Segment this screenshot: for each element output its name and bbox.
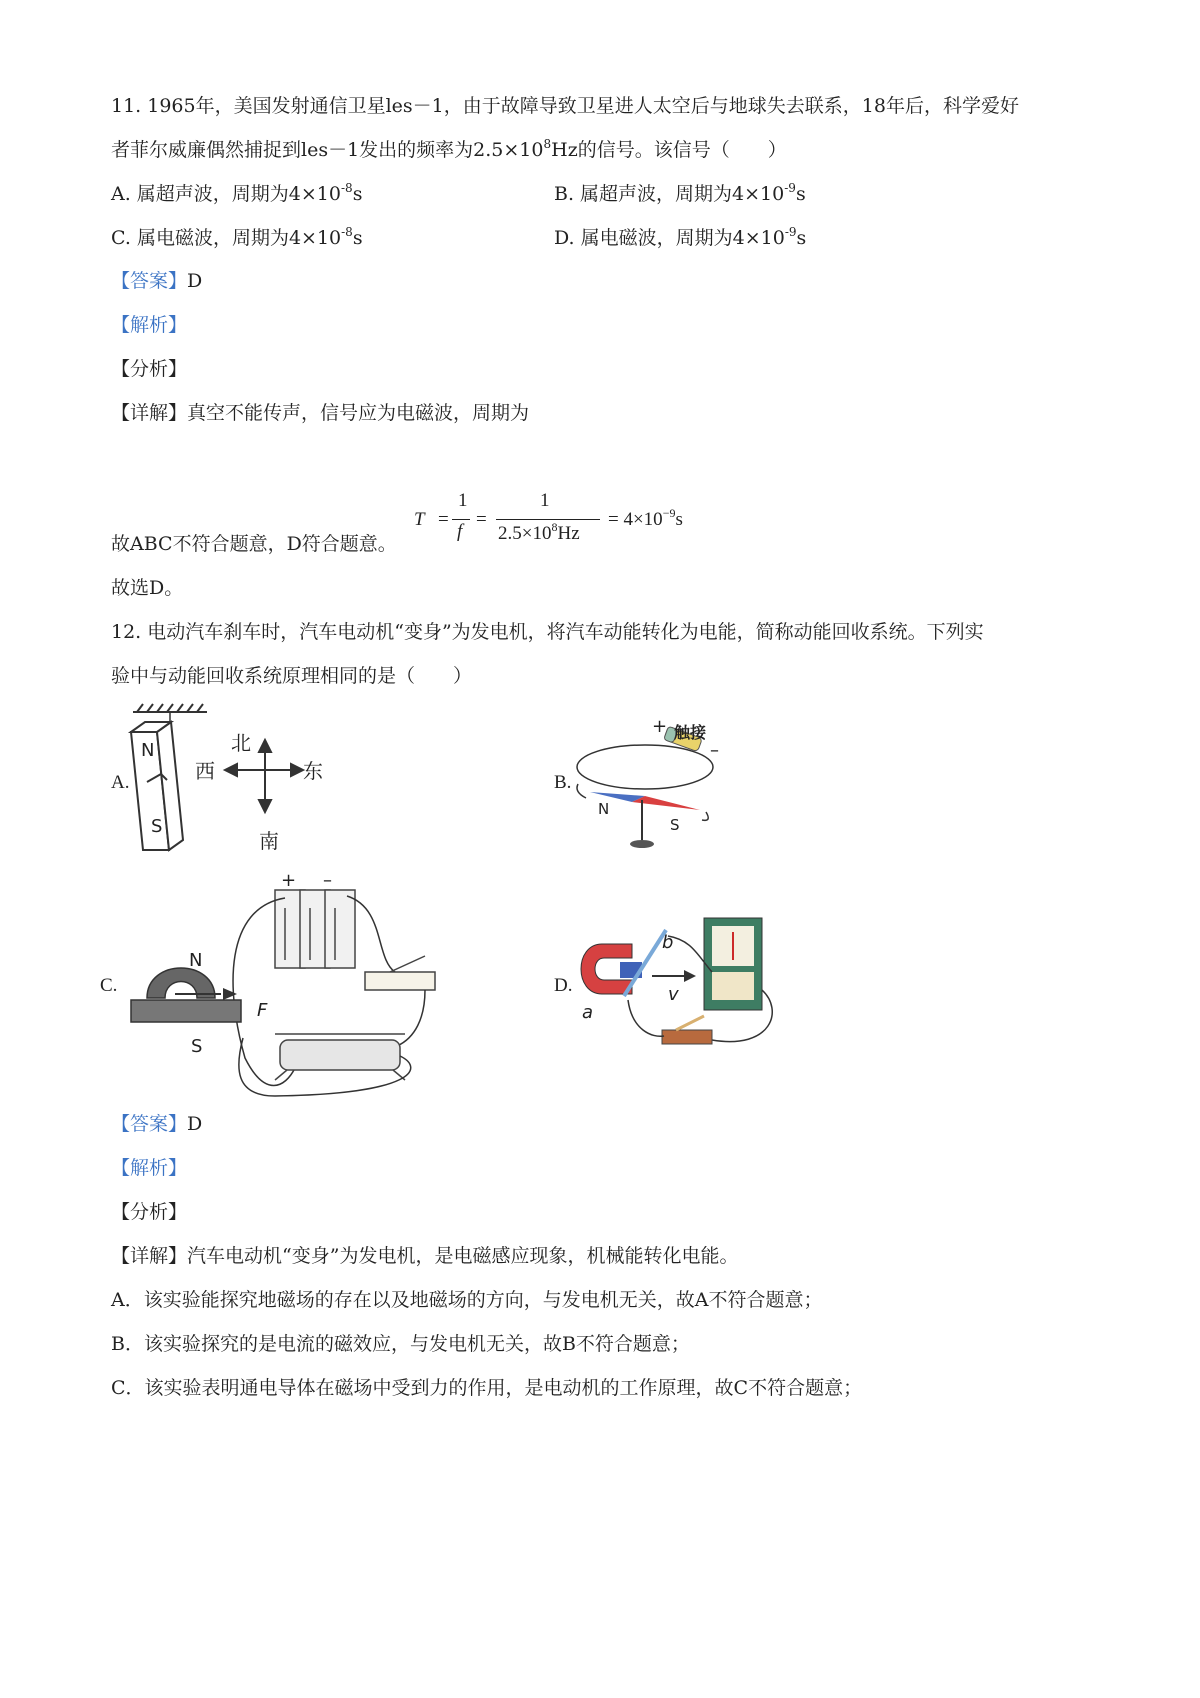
q12-detail: 【详解】汽车电动机“变身”为发电机，是电磁感应现象，机械能转化电能。 (111, 1245, 739, 1267)
svg-text:北: 北 (231, 731, 251, 755)
figure-b-letter: B. (554, 772, 572, 793)
figure-b-oersted (570, 712, 740, 857)
svg-text:+: + (281, 870, 297, 891)
svg-text:+: + (652, 716, 668, 737)
svg-text:西: 西 (195, 759, 215, 783)
battery-pack-icon (275, 890, 355, 968)
q11-conclusion-1: 故ABC不符合题意，D符合题意。 (111, 533, 397, 555)
figure-a-letter: A. (111, 772, 130, 793)
svg-text:N: N (141, 740, 155, 761)
q11-option-b: B. 属超声波，周期为$4\times 10^{-9}s$ (554, 181, 806, 205)
figure-c-letter: C. (100, 975, 118, 996)
q11-fenxi: 【分析】 (111, 358, 188, 380)
q12-stem-line2: 验中与动能回收系统原理相同的是（ ） (111, 665, 473, 687)
figure-c-motor-experiment (125, 868, 465, 1108)
q12-fenxi: 【分析】 (111, 1201, 188, 1223)
svg-text:a: a (582, 1002, 594, 1023)
q11-stem-line1: 11. 1965年，美国发射通信卫星les－1，由于故障导致卫星进人太空后与地球失去联系，18年后，科学爱好 (111, 95, 1019, 117)
q12-explanation-a: A．该实验能探究地磁场的存在以及地磁场的方向，与发电机无关，故A不符合题意； (111, 1289, 823, 1311)
wire-loop-icon (577, 745, 713, 789)
rheostat-icon (275, 1034, 405, 1080)
q11-option-d: D. 属电磁波，周期为$4\times 10^{-9}s$ (554, 225, 807, 249)
figure-d-generator-experiment (572, 910, 812, 1055)
figure-a-compass-magnet (125, 700, 355, 870)
svg-text:N: N (598, 800, 610, 818)
figure-d-letter: D. (554, 975, 573, 996)
switch-icon (365, 956, 435, 990)
q11-answer: 【答案】D (111, 270, 203, 292)
svg-text:S: S (151, 816, 163, 837)
q12-explanation-c: C．该实验表明通电导体在磁场中受到力的作用，是电动机的工作原理，故C不符合题意； (111, 1377, 863, 1399)
q12-analysis-tag: 【解析】 (111, 1157, 188, 1179)
q12-stem-line1: 12. 电动汽车刹车时，汽车电动机“变身”为发电机，将汽车动能转化为电能，简称动能回收系统。下列实 (111, 621, 984, 643)
galvanometer-icon (704, 918, 762, 1010)
horseshoe-magnet-icon (581, 944, 642, 994)
svg-text:N: N (189, 950, 203, 971)
q11-conclusion-2: 故选D。 (111, 577, 184, 599)
q11-detail: 【详解】真空不能传声，信号应为电磁波，周期为 (111, 402, 530, 424)
svg-text:F: F (257, 1000, 268, 1021)
q11-option-a: A. 属超声波，周期为$4\times 10^{-8}s$ (111, 181, 363, 205)
q11-analysis-tag: 【解析】 (111, 314, 188, 336)
svg-text:v: v (668, 984, 679, 1005)
svg-text:–: – (710, 740, 719, 761)
q12-explanation-b: B．该实验探究的是电流的磁效应，与发电机无关，故B不符合题意； (111, 1333, 690, 1355)
ceiling-hatch-icon (133, 704, 207, 712)
svg-text:东: 东 (303, 759, 323, 783)
q12-answer: 【答案】D (111, 1113, 203, 1135)
q11-stem-line2: 者菲尔威廉偶然捕捉到les－1发出的频率为$2.5\times 10^8Hz$的信号。该信号（ ） (111, 137, 787, 161)
q11-option-c: C. 属电磁波，周期为$4\times 10^{-8}s$ (111, 225, 363, 249)
svg-text:南: 南 (259, 829, 279, 853)
svg-text:触接: 触接 (674, 723, 707, 742)
svg-text:S: S (670, 816, 680, 834)
svg-text:b: b (662, 932, 674, 953)
svg-text:–: – (323, 870, 332, 891)
svg-text:S: S (191, 1036, 203, 1057)
switch-icon (662, 1016, 712, 1044)
